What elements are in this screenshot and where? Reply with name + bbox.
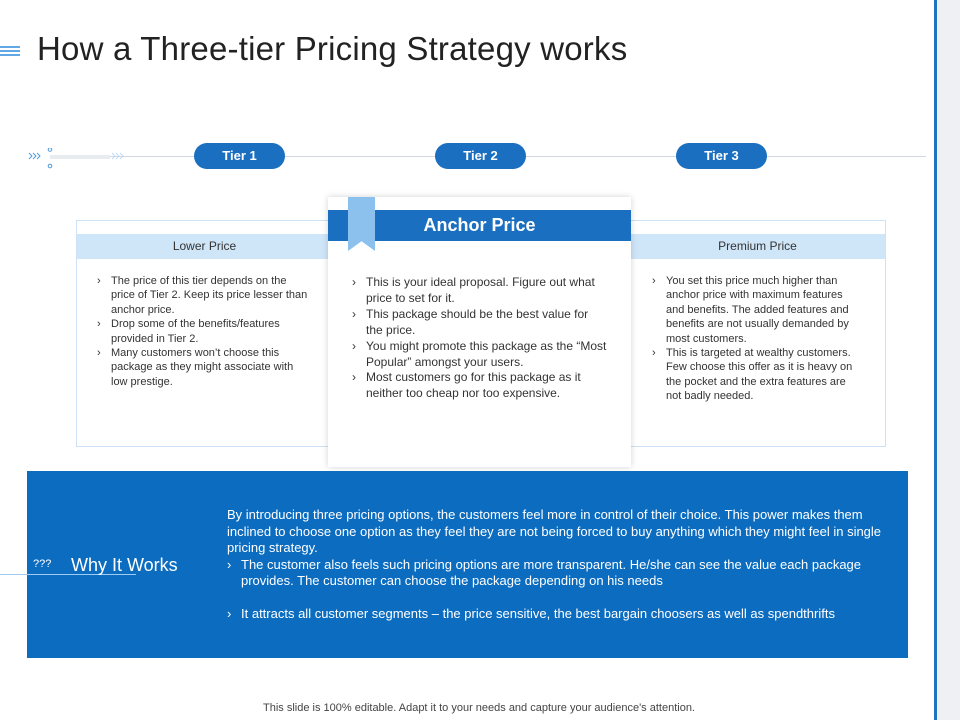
why-it-works-title: Why It Works <box>71 555 178 575</box>
premium-price-body <box>652 274 864 404</box>
why-it-works-bullet: › The customer also feels such pricing options are more transparent. He/she can see the value each package provides. The customer can choose the package depending on his needs <box>227 557 893 590</box>
lower-price-heading: Lower Price <box>77 234 332 259</box>
premium-price-bullet: › You set this price much higher than anchor price with maximum features and benefits. The added features and benefits are not usually demanded by most customers. <box>652 274 864 346</box>
title-decoration-icon <box>0 46 20 58</box>
anchor-price-bullet: › This is your ideal proposal. Figure out what price to set for it. <box>352 275 608 307</box>
lower-price-body <box>97 274 309 389</box>
premium-price-bullet: › This is targeted at wealthy customers. Few choose this offer as it is heavy on the pocket and the extra features are not badly needed. <box>652 346 864 404</box>
premium-price-card <box>629 220 886 447</box>
anchor-price-card <box>328 197 631 467</box>
why-it-works-bullet: › It attracts all customer segments – the price sensitive, the best bargain choosers as well as spendthrifts <box>227 606 893 623</box>
tier-2-pill: Tier 2 <box>435 143 526 169</box>
anchor-price-body <box>352 275 608 402</box>
tier-3-pill: Tier 3 <box>676 143 767 169</box>
anchor-price-bullet: › You might promote this package as the “Most Popular” amongst your users. <box>352 339 608 371</box>
timeline-start-icon <box>26 148 136 170</box>
why-it-works-text <box>227 507 893 622</box>
lower-price-bullet: › The price of this tier depends on the price of Tier 2. Keep its price lesser than anchor price. <box>97 274 309 317</box>
lower-price-bullet: › Drop some of the benefits/features provided in Tier 2. <box>97 317 309 346</box>
page-title: How a Three-tier Pricing Strategy works <box>37 30 628 67</box>
lower-price-bullet: › Many customers won’t choose this package as they might associate with low prestige. <box>97 346 309 389</box>
why-it-works-intro: By introducing three pricing options, the customers feel more in control of their choice. This power makes them inclined to choose one option as they feel they are not being forced to buy anything which they might feel in single pricing strategy. <box>227 507 882 555</box>
footer-note: This slide is 100% editable. Adapt it to your needs and capture your audience's attention. <box>263 702 695 714</box>
anchor-price-heading: Anchor Price <box>328 210 631 241</box>
right-edge-strip <box>937 0 960 720</box>
anchor-price-bullet: › Most customers go for this package as it neither too cheap nor too expensive. <box>352 370 608 402</box>
premium-price-heading: Premium Price <box>630 234 885 259</box>
tier-1-pill: Tier 1 <box>194 143 285 169</box>
bookmark-ribbon-icon <box>348 197 375 251</box>
why-it-works-marker: ??? <box>33 558 52 570</box>
lower-price-card <box>76 220 333 447</box>
anchor-price-bullet: › This package should be the best value for the price. <box>352 307 608 339</box>
